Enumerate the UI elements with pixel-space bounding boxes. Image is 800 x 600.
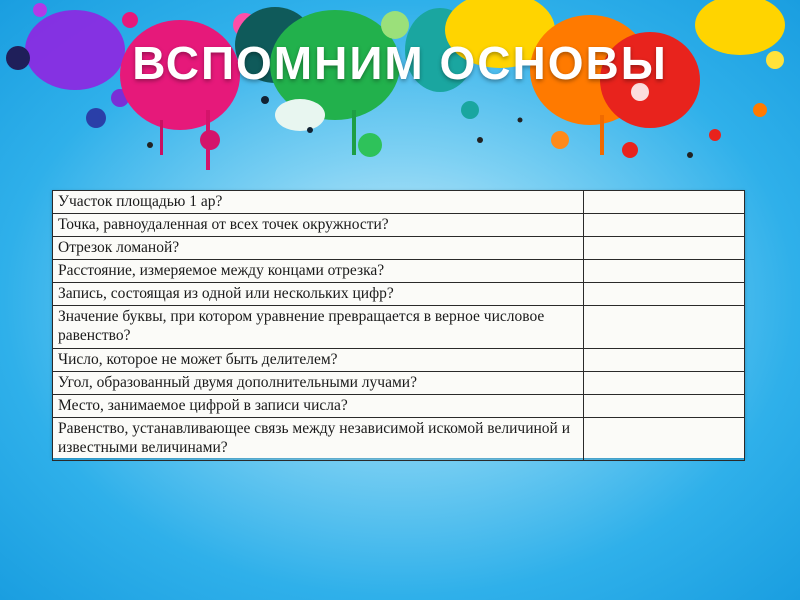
answer-cell — [584, 191, 745, 214]
light-green-drop — [381, 11, 409, 39]
red-drop — [622, 142, 638, 158]
answer-cell — [584, 306, 745, 349]
answer-cell — [584, 349, 745, 372]
blue-drop — [86, 108, 106, 128]
green-drop — [358, 133, 382, 157]
dark-drop — [687, 152, 693, 158]
question-cell: Участок площадью 1 ар? — [53, 191, 584, 214]
questions-table-card — [52, 190, 745, 458]
question-cell: Равенство, устанавливающее связь между независимой искомой величиной и известными величинами? — [53, 418, 584, 461]
orange-drop — [551, 131, 569, 149]
slide-title: ВСПОМНИМ ОСНОВЫ — [132, 37, 668, 89]
answer-cell — [584, 283, 745, 306]
dark-drop — [261, 96, 269, 104]
magenta-drip — [206, 110, 210, 170]
question-cell: Число, которое не может быть делителем? — [53, 349, 584, 372]
purple-drop — [33, 3, 47, 17]
orange-drop — [753, 103, 767, 117]
table-row — [53, 418, 745, 461]
dark-drop — [518, 118, 523, 123]
question-cell: Расстояние, измеряемое между концами отрезка? — [53, 260, 584, 283]
answer-cell — [584, 418, 745, 461]
cyan-drop — [461, 101, 479, 119]
table-row — [53, 214, 745, 237]
table-row — [53, 237, 745, 260]
green-drip — [352, 110, 356, 155]
answer-cell — [584, 237, 745, 260]
dark-drop — [147, 142, 153, 148]
table-row — [53, 395, 745, 418]
table-row — [53, 260, 745, 283]
question-cell: Значение буквы, при котором уравнение превращается в верное числовое равенство? — [53, 306, 584, 349]
orange-drip — [600, 115, 604, 155]
question-cell: Отрезок ломаной? — [53, 237, 584, 260]
questions-table — [52, 190, 745, 461]
table-row — [53, 372, 745, 395]
magenta-drop — [122, 12, 138, 28]
question-cell: Точка, равноудаленная от всех точек окружности? — [53, 214, 584, 237]
dark-drop — [307, 127, 313, 133]
dark-drop — [477, 137, 483, 143]
question-cell: Место, занимаемое цифрой в записи числа? — [53, 395, 584, 418]
question-cell: Запись, состоящая из одной или нескольких цифр? — [53, 283, 584, 306]
table-row — [53, 283, 745, 306]
table-row — [53, 306, 745, 349]
red-drop — [709, 129, 721, 141]
answer-cell — [584, 372, 745, 395]
answer-cell — [584, 395, 745, 418]
answer-cell — [584, 260, 745, 283]
table-row — [53, 349, 745, 372]
paint-splash-banner — [0, 0, 800, 200]
pale-splash — [275, 99, 325, 131]
answer-cell — [584, 214, 745, 237]
question-cell: Угол, образованный двумя дополнительными лучами? — [53, 372, 584, 395]
magenta-drip — [160, 120, 163, 155]
table-row — [53, 191, 745, 214]
